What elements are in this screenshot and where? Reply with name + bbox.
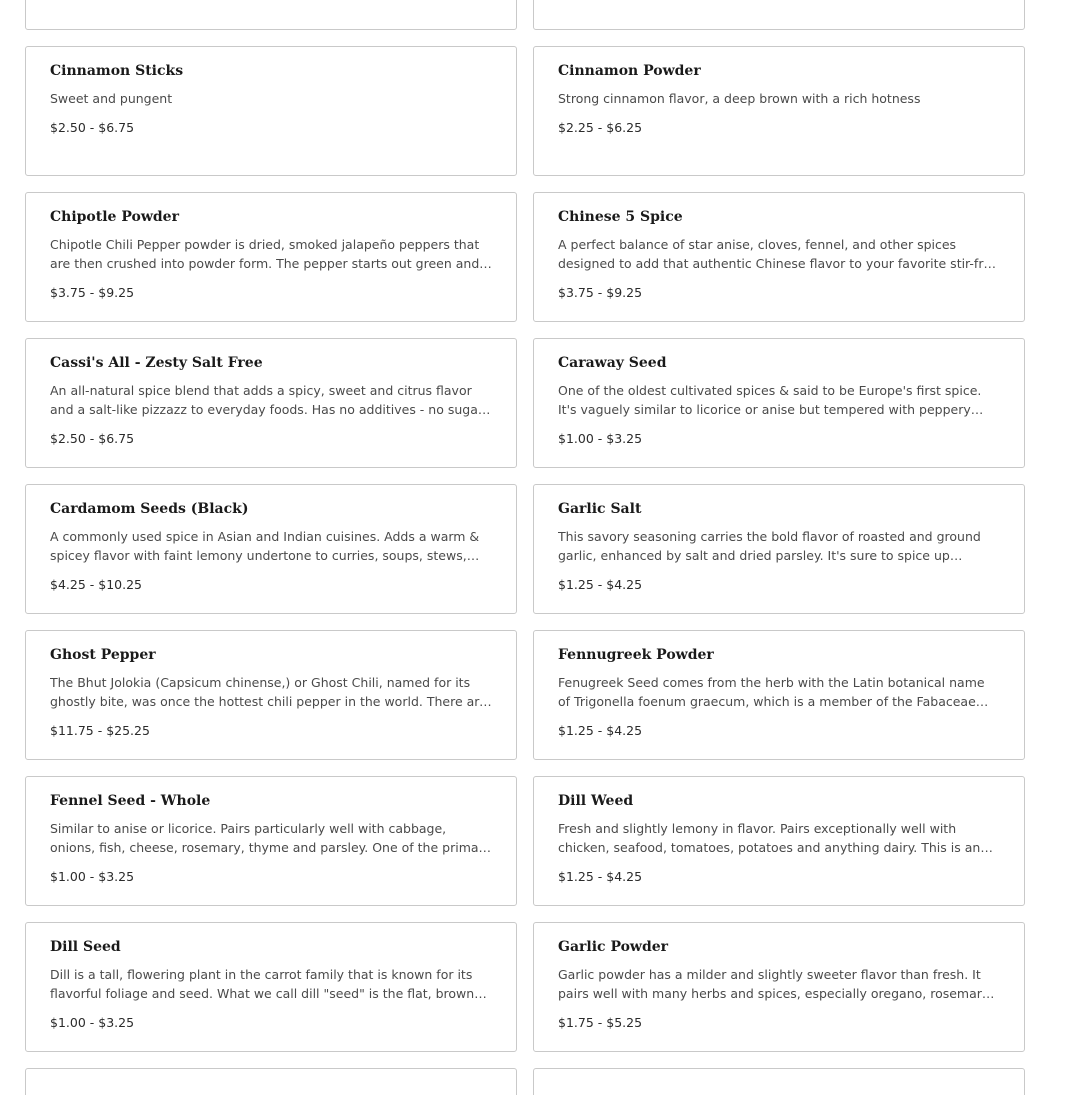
product-price: $1.25 - $4.25 (558, 869, 643, 884)
product-description: Dill is a tall, flowering plant in the carrot family that is known for its flavorful foliage and seed. What we call dill "seed" is the flat, brown (50, 967, 475, 1001)
product-card[interactable] (25, 776, 517, 906)
product-description: This savory seasoning carries the bold flavor of roasted and ground garlic, enhanced by salt and dried parsley. It's sure to spice up (558, 529, 981, 563)
product-card[interactable] (25, 630, 517, 760)
product-name: Cardamom Seeds (Black) (50, 501, 249, 517)
product-card[interactable] (533, 776, 1025, 906)
product-description: Chipotle Chili Pepper powder is dried, smoked jalapeño peppers that are then crushed into powder form. The pepper starts out green and (50, 237, 480, 271)
product-description: Garlic powder has a milder and slightly sweeter flavor than fresh. It pairs well with many herbs and spices, especially oregano, rosemary, (558, 967, 994, 1001)
product-description: Similar to anise or licorice. Pairs particularly well with cabbage, onions, fish, cheese, rosemary, thyme and parsley. One of the primary (50, 821, 492, 855)
product-price: $1.25 - $4.25 (558, 577, 643, 592)
product-card[interactable] (533, 192, 1025, 322)
product-card[interactable] (25, 484, 517, 614)
product-price: $4.25 - $10.25 (50, 577, 142, 592)
product-name: Caraway Seed (558, 355, 667, 371)
product-card[interactable] (533, 922, 1025, 1052)
product-description: Sweet and pungent (50, 91, 173, 106)
product-name: Dill Seed (50, 939, 121, 955)
product-description (558, 1091, 1000, 1095)
product-name: Garlic Salt (558, 501, 642, 517)
product-name: Chinese 5 Spice (558, 209, 683, 225)
product-price: $1.25 - $4.25 (558, 723, 643, 738)
product-price: $2.25 - $6.25 (558, 120, 643, 135)
product-card[interactable] (533, 338, 1025, 468)
product-card[interactable] (533, 630, 1025, 760)
product-name: Chipotle Powder (50, 209, 179, 225)
product-card[interactable] (25, 0, 517, 30)
product-price: $2.50 - $6.75 (50, 431, 135, 446)
product-card[interactable] (533, 484, 1025, 614)
product-description: A perfect balance of star anise, cloves, fennel, and other spices designed to add that authentic Chinese flavor to your favorite stir-fry, (558, 237, 995, 271)
product-price: $3.75 - $9.25 (558, 285, 643, 300)
product-name: Dill Weed (558, 793, 634, 809)
product-name: Fennugreek Powder (558, 647, 714, 663)
product-card[interactable] (25, 46, 517, 176)
product-card[interactable] (25, 922, 517, 1052)
product-price: $1.00 - $3.25 (50, 1015, 135, 1030)
product-name: Ghost Pepper (50, 647, 156, 663)
product-description: Strong cinnamon flavor, a deep brown with a rich hotness (558, 91, 921, 106)
product-card[interactable] (25, 1068, 517, 1095)
product-description: The Bhut Jolokia (Capsicum chinense,) or Ghost Chili, named for its ghostly bite, was once the hottest chili pepper in the world. There are (50, 675, 487, 709)
product-description: Fresh and slightly lemony in flavor. Pairs exceptionally well with chicken, seafood, tomatoes, potatoes and anything dairy. This is an (558, 821, 981, 855)
product-name: Garlic Powder (558, 939, 669, 955)
product-name: Cinnamon Sticks (50, 63, 184, 79)
product-price: $2.50 - $6.75 (50, 120, 135, 135)
product-description: A commonly used spice in Asian and Indian cuisines. Adds a warm & spicey flavor with faint lemony undertone to curries, soups, stews, (50, 529, 480, 563)
product-price: $11.75 - $25.25 (50, 723, 150, 738)
product-description (50, 1091, 492, 1095)
product-description: An all-natural spice blend that adds a spicy, sweet and citrus flavor and a salt-like pizzazz to everyday foods. Has no additives - no sugar, (50, 383, 487, 417)
product-name: Fennel Seed - Whole (50, 793, 211, 809)
product-card[interactable] (533, 0, 1025, 30)
product-card[interactable] (25, 192, 517, 322)
product-price: $1.00 - $3.25 (558, 431, 643, 446)
product-grid (25, 0, 1025, 1095)
product-description: Fenugreek Seed comes from the herb with the Latin botanical name of Trigonella foenum graecum, which is a member of the Fabaceae (558, 675, 985, 709)
product-price: $1.75 - $5.25 (558, 1015, 643, 1030)
product-price: $3.75 - $9.25 (50, 285, 135, 300)
product-name: Cassi's All - Zesty Salt Free (50, 355, 263, 371)
product-card[interactable] (25, 338, 517, 468)
product-card[interactable] (533, 1068, 1025, 1095)
product-price: $1.00 - $3.25 (50, 869, 135, 884)
product-name: Cinnamon Powder (558, 63, 701, 79)
product-description: One of the oldest cultivated spices & said to be Europe's first spice. It's vaguely similar to licorice or anise but tempered with peppery… (558, 383, 984, 417)
product-card[interactable] (533, 46, 1025, 176)
